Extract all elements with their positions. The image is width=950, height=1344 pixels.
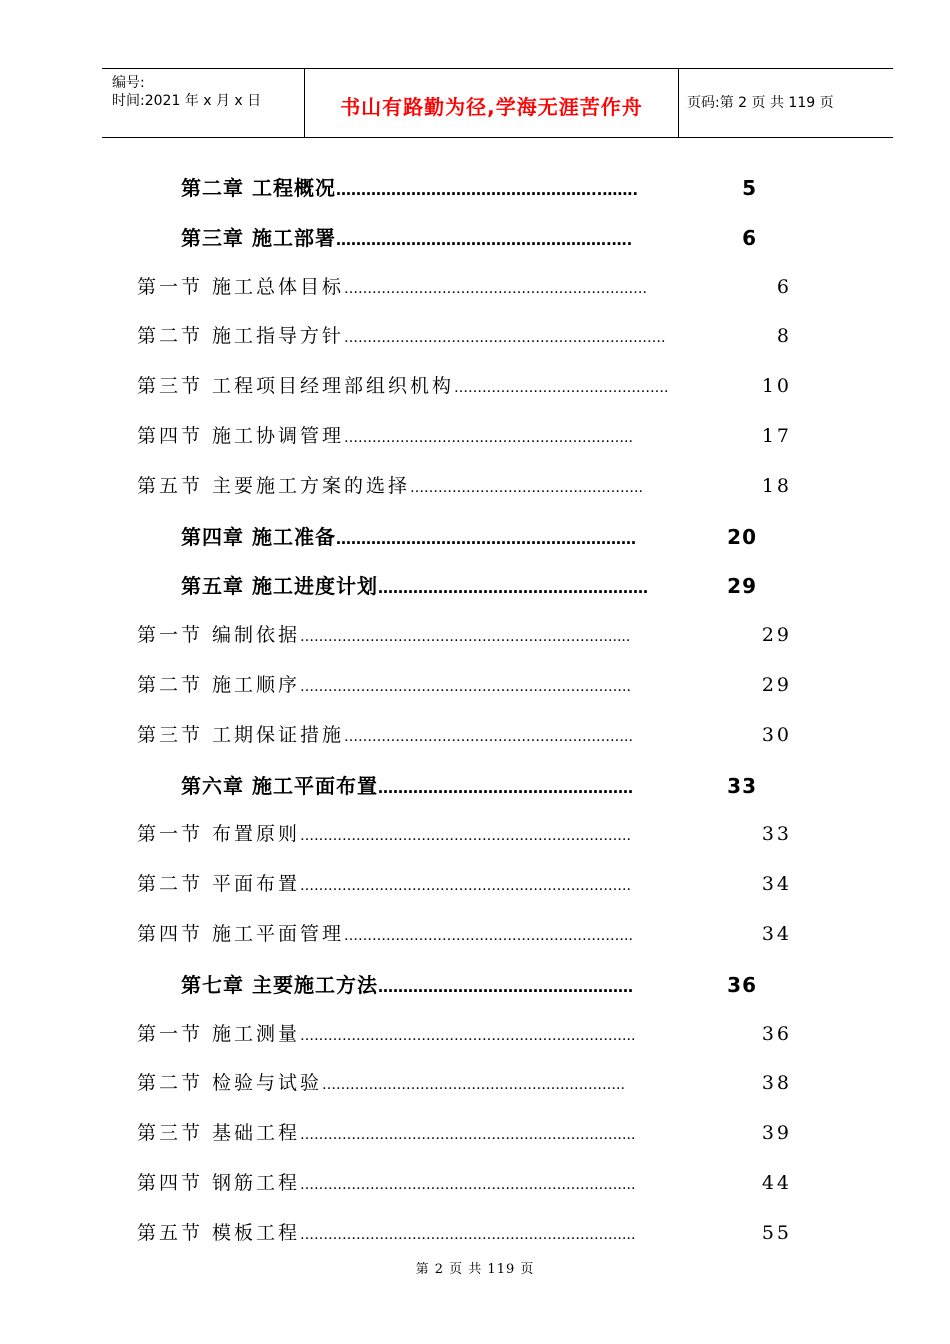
toc-entry-label: 第六章 施工平面布置 (181, 773, 378, 798)
toc-entry-leader: ……………………………………………………………... (300, 1027, 636, 1044)
toc-entry-page-number: 8 (776, 325, 792, 348)
toc-entry-page-number: 33 (727, 773, 757, 798)
toc-entry-leader: ……………………………………………………………... (300, 1177, 636, 1193)
toc-section-entry (137, 720, 792, 747)
toc-entry-page-number: 17 (761, 425, 792, 447)
toc-chapter-entry (181, 172, 757, 201)
toc-entry-page-number: 34 (761, 923, 792, 945)
toc-entry-leader: ……………………………………………..……. (335, 181, 639, 199)
toc-entry-page-number: 29 (727, 574, 757, 599)
toc-section-entry (137, 1168, 792, 1195)
toc-entry-page-number: 39 (761, 1122, 792, 1145)
toc-section-entry (137, 919, 792, 946)
number-label: 编号: (112, 75, 145, 91)
toc-entry-leader: ……………………………………………… (377, 579, 648, 598)
toc-section-entry (137, 371, 792, 398)
header-motto-cell (305, 69, 679, 137)
toc-entry-label: 第一节 编制依据 (137, 624, 301, 647)
toc-entry-label: 第一节 施工测量 (137, 1022, 301, 1045)
toc-entry-leader: …………………………………………………………….. (300, 679, 631, 695)
toc-entry-leader: ………………………………………. (454, 380, 669, 397)
toc-entry-leader: …………………………………………… (377, 778, 633, 797)
toc-entry-label: 第四节 钢筋工程 (137, 1172, 301, 1194)
toc-entry-page-number: 38 (761, 1072, 792, 1095)
document-header (102, 68, 893, 138)
toc-entry-page-number: 55 (761, 1221, 792, 1244)
toc-chapter-entry (181, 770, 757, 799)
toc-entry-label: 第五章 施工进度计划 (181, 574, 378, 599)
toc-entry-page-number: 29 (761, 624, 792, 647)
toc-entry-leader: …………………………………………………….. (344, 430, 633, 446)
toc-entry-page-number: 18 (761, 474, 792, 497)
toc-entry-page-number: 6 (776, 275, 792, 298)
toc-entry-label: 第三节 工期保证措施 (137, 723, 345, 746)
toc-section-entry (137, 1118, 792, 1145)
toc-entry-label: 第一节 布置原则 (137, 823, 301, 846)
toc-entry-leader: …………………………………………………….. (344, 728, 633, 745)
toc-entry-label: 第七章 主要施工方法 (181, 972, 378, 997)
page-footer: 第 2 页 共 119 页 (415, 1262, 535, 1277)
toc-section-entry (137, 421, 792, 448)
toc-entry-label: 第二章 工程概况 (181, 176, 336, 200)
toc-section-entry (137, 869, 792, 896)
toc-chapter-entry (181, 570, 757, 599)
toc-entry-leader: ……………………………………………….…. (335, 230, 633, 249)
toc-section-entry (137, 1068, 792, 1095)
toc-entry-page-number: 10 (761, 375, 792, 398)
toc-entry-label: 第三章 施工部署 (181, 225, 336, 250)
toc-section-entry (137, 272, 792, 299)
toc-entry-label: 第二节 施工指导方针 (137, 325, 345, 348)
toc-entry-leader: ………………………………………….. (410, 479, 643, 496)
header-page-label: 页码:第 2 页 共 119 页 (687, 95, 834, 111)
toc-section-entry (137, 1019, 792, 1046)
toc-entry-leader: ……………………………………………………………... (300, 1127, 636, 1144)
toc-entry-page-number: 6 (742, 225, 757, 250)
toc-entry-page-number: 34 (761, 873, 792, 896)
toc-section-entry (137, 1218, 792, 1245)
toc-entry-leader: …………………………………………………….…. (344, 280, 647, 297)
header-meta-cell (102, 69, 305, 137)
toc-entry-label: 第一节 施工总体目标 (137, 275, 345, 298)
toc-entry-page-number: 30 (761, 723, 792, 746)
header-page-cell (679, 69, 893, 137)
toc-chapter-entry (181, 969, 757, 998)
toc-entry-page-number: 36 (727, 972, 757, 997)
toc-entry-leader: ……………………………………………………….. (322, 1077, 625, 1094)
toc-entry-label: 第五节 模板工程 (137, 1221, 301, 1244)
toc-entry-leader: …………………………………………………………….. (300, 878, 631, 895)
toc-entry-page-number: 44 (761, 1172, 792, 1194)
toc-chapter-entry (181, 222, 757, 251)
toc-section-entry (137, 670, 792, 697)
time-label: 时间:2021 年 x 月 x 日 (112, 93, 262, 109)
toc-entry-leader: …………………………………………………………..... (300, 629, 631, 646)
toc-entry-page-number: 5 (742, 176, 757, 200)
toc-entry-label: 第二节 施工顺序 (137, 674, 301, 696)
toc-entry-leader: …………………………………………………………….. (300, 828, 631, 845)
toc-section-entry (137, 471, 792, 498)
toc-section-entry (137, 321, 792, 348)
toc-entry-page-number: 33 (761, 823, 792, 846)
toc-entry-leader: …………………………………………………….. (344, 928, 633, 944)
toc-entry-leader: …………………………………………………… (335, 529, 636, 548)
toc-entry-label: 第三节 基础工程 (137, 1122, 301, 1145)
toc-entry-page-number: 20 (727, 524, 757, 549)
toc-entry-page-number: 36 (761, 1022, 792, 1045)
toc-entry-leader: ……………………………………………………..……. (344, 330, 666, 347)
toc-chapter-entry (181, 521, 757, 550)
toc-section-entry (137, 620, 792, 647)
toc-entry-label: 第二节 平面布置 (137, 873, 301, 896)
toc-entry-leader: ……………………………………………………………... (300, 1226, 636, 1243)
toc-section-entry (137, 819, 792, 846)
toc-entry-label: 第五节 主要施工方案的选择 (137, 474, 411, 497)
header-motto: 书山有路勤为径,学海无涯苦作舟 (340, 95, 643, 119)
toc-entry-label: 第三节 工程项目经理部组织机构 (137, 375, 455, 398)
toc-entry-label: 第四节 施工平面管理 (137, 923, 345, 945)
toc-entry-page-number: 29 (761, 674, 792, 696)
toc-entry-label: 第四章 施工准备 (181, 524, 336, 549)
toc-entry-label: 第四节 施工协调管理 (137, 425, 345, 447)
toc-entry-leader: …………………………………………… (377, 977, 633, 996)
toc-entry-label: 第二节 检验与试验 (137, 1072, 323, 1095)
